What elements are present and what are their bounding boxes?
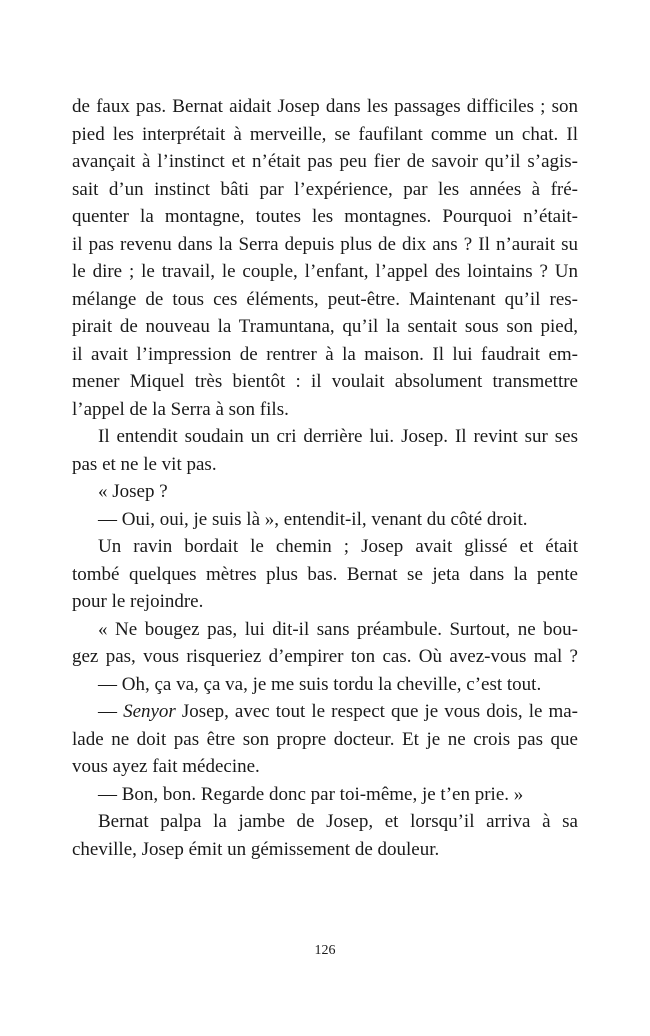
text-line: quenter la montagne, toutes les montagnes. Pourquoi n’était-: [72, 206, 578, 227]
text-line: pas et ne le vit pas.: [72, 453, 217, 475]
text-line: pirait de nouveau la Tramuntana, qu’il la sentait sous son pied,: [72, 316, 578, 337]
text-line: — Oui, oui, je suis là », entendit-il, venant du côté droit.: [98, 508, 528, 530]
text-line: le dire ; le travail, le couple, l’enfant, l’appel des lointains ? Un: [72, 261, 578, 282]
text-line: Il entendit soudain un cri derrière lui. Josep. Il revint sur ses: [98, 426, 578, 447]
text-line: il avait l’impression de rentrer à la maison. Il lui faudrait em-: [72, 343, 578, 365]
text-line: gez pas, vous risqueriez d’empirer ton cas. Où avez-vous mal ?: [72, 646, 578, 667]
text-line: lade ne doit pas être son propre docteur. Et je ne crois pas que: [72, 728, 578, 750]
text-line: il pas revenu dans la Serra depuis plus de dix ans ? Il n’aurait su: [72, 233, 578, 255]
text-line: « Ne bougez pas, lui dit-il sans préambule. Surtout, ne bou-: [98, 618, 578, 640]
text-line: [72, 698, 578, 726]
text-line: « Josep ?: [98, 481, 168, 502]
text-line: — Bon, bon. Regarde donc par toi-même, je t’en prie. »: [98, 783, 524, 805]
text-line: — Oh, ça va, ça va, je me suis tordu la cheville, c’est tout.: [98, 673, 542, 695]
text-line: pour le rejoindre.: [72, 591, 204, 612]
text-line: sait d’un instinct bâti par l’expérience, par les années à fré-: [72, 178, 578, 200]
text-line: cheville, Josep émit un gémissement de douleur.: [72, 838, 440, 860]
line-remainder: Josep, avec tout le respect que je vous dois, le ma-: [175, 701, 578, 722]
page-number: 126: [314, 943, 336, 958]
text-line: l’appel de la Serra à son fils.: [72, 398, 289, 420]
text-line: pied les interprétait à merveille, se faufilant comme un chat. Il: [72, 123, 578, 145]
text-line: mener Miquel très bientôt : il voulait absolument transmettre: [72, 371, 578, 392]
text-line: Bernat palpa la jambe de Josep, et lorsqu’il arriva à sa: [98, 811, 578, 832]
text-line: tombé quelques mètres plus bas. Bernat se jeta dans la pente: [72, 563, 578, 585]
text-line: Un ravin bordait le chemin ; Josep avait glissé et était: [98, 536, 578, 557]
italic-word: Senyor: [123, 701, 176, 722]
text-line: de faux pas. Bernat aidait Josep dans les passages difficiles ; son: [72, 96, 578, 117]
text-line: mélange de tous ces éléments, peut-être. Maintenant qu’il res-: [72, 288, 578, 310]
text-line: vous ayez fait médecine.: [72, 756, 260, 777]
dash-prefix: —: [98, 701, 124, 722]
book-page-text: [72, 93, 578, 863]
text-line: avançait à l’instinct et n’était pas peu fier de savoir qu’il s’agis-: [72, 151, 578, 172]
